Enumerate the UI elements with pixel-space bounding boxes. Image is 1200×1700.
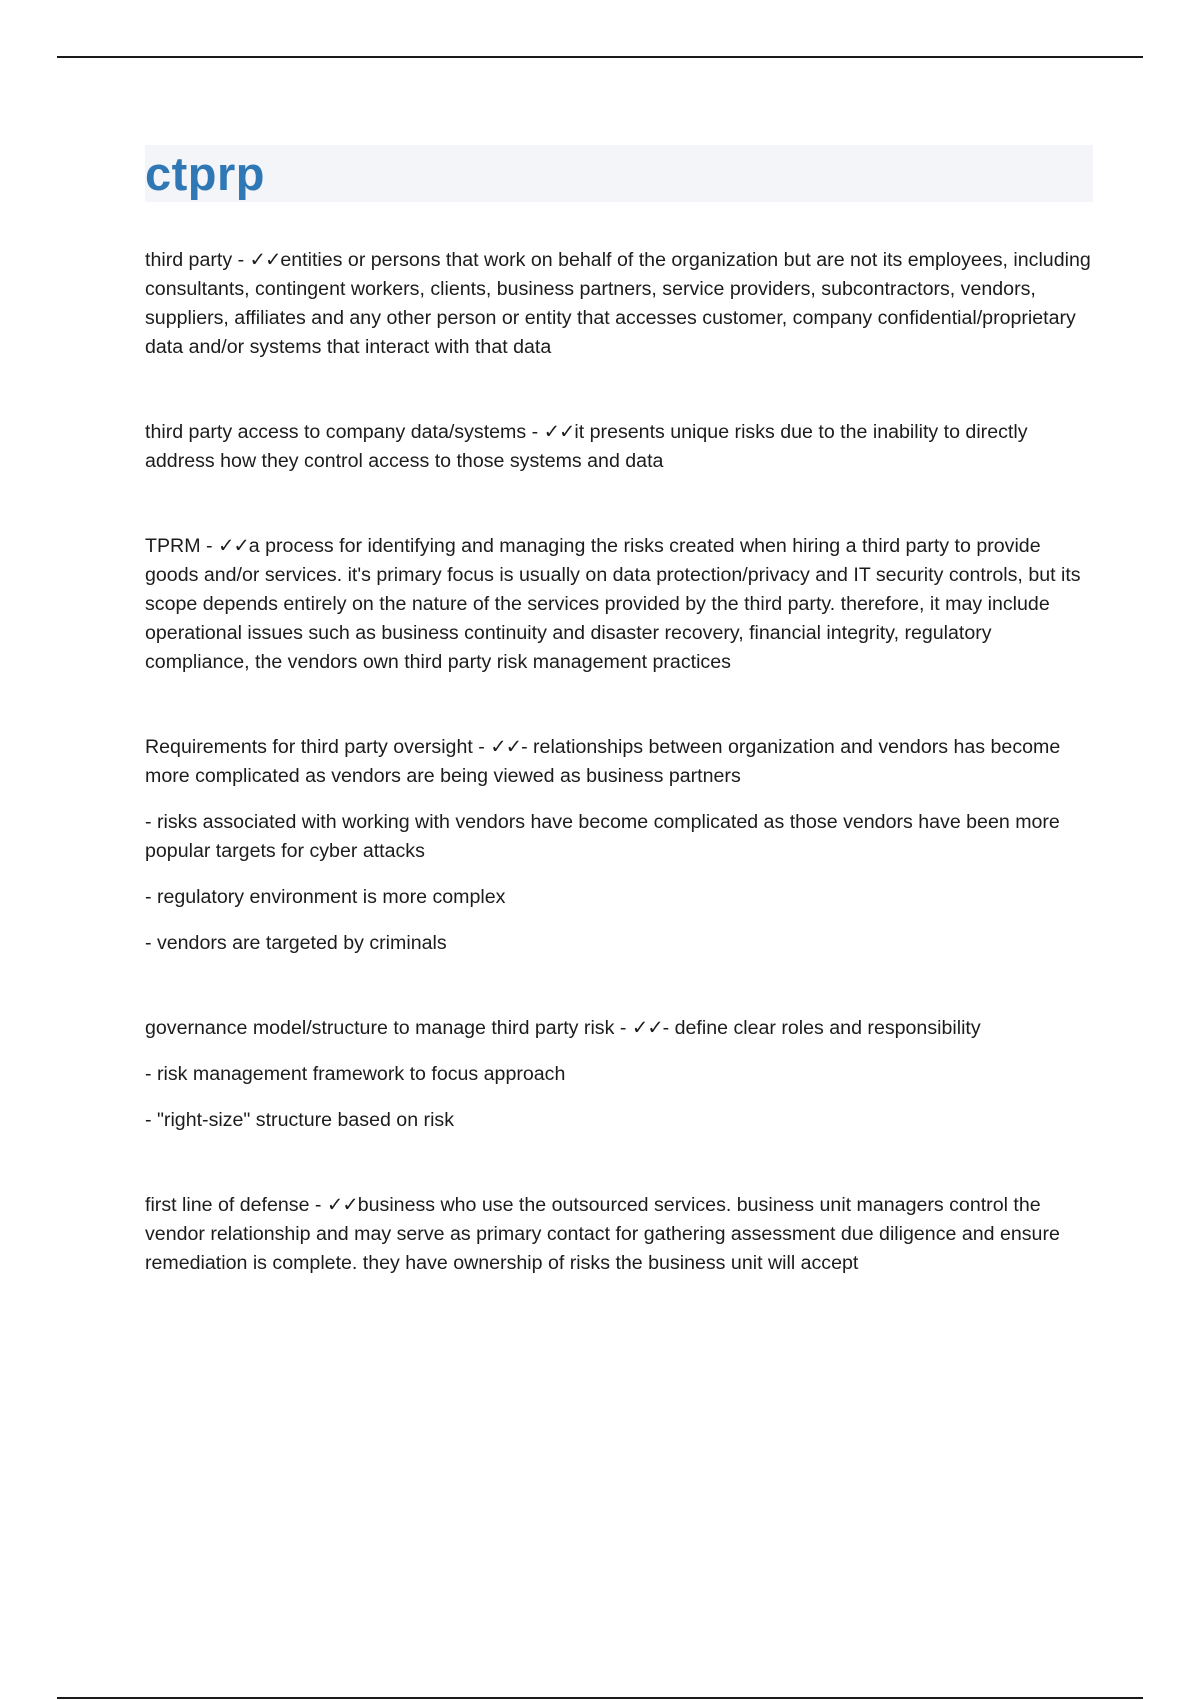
- entry-term: TPRM: [145, 535, 201, 557]
- entry-paragraph: third party - ✓✓entities or persons that work on behalf of the organization but are not its employees, including consultants, contingent workers, clients, business partners, service providers, subcontractors, vendors, suppliers, affiliates and any other person or entity that accesses customer, company confidential/proprietary data and/or systems that interact with that data: [145, 249, 1091, 358]
- entry-definition: a process for identifying and managing the risks created when hiring a third party to provide goods and/or services. it's primary focus is usually on data protection/privacy and IT security controls, but its scope depends entirely on the nature of the services provided by the third party. therefore, it may include operational issues such as business continuity and disaster recovery, financial integrity, regulatory compliance, the vendors own third party risk management practices: [145, 535, 1081, 673]
- entry-requirements-oversight: [145, 733, 1093, 958]
- check-mark-icon: ✓✓: [326, 1194, 358, 1216]
- check-mark-icon: ✓✓: [543, 421, 575, 443]
- entry-extra-line: - vendors are targeted by criminals: [145, 932, 447, 954]
- check-mark-icon: ✓✓: [490, 736, 522, 758]
- entry-definition: entities or persons that work on behalf of the organization but are not its employees, including consultants, contingent workers, clients, business partners, service providers, subcontractors, vendors, suppliers, affiliates and any other person or entity that accesses customer, company confidential/proprietary data and/or systems that interact with that data: [145, 249, 1091, 358]
- entry-term: governance model/structure to manage third party risk: [145, 1017, 615, 1039]
- check-mark-icon: ✓✓: [631, 1017, 663, 1039]
- entry-third-party-access: [145, 418, 1093, 476]
- bottom-rule: [57, 1697, 1143, 1699]
- page-title: ctprp: [145, 147, 265, 200]
- entry-paragraph: first line of defense - ✓✓business who use the outsourced services. business unit managers control the vendor relationship and may serve as primary contact for gathering assessment due diligence and ensure remediation is complete. they have ownership of risks the business unit will accept: [145, 1194, 1060, 1274]
- entry-extra-line: - regulatory environment is more complex: [145, 886, 506, 908]
- entry-tprm: [145, 532, 1093, 677]
- entry-definition: business who use the outsourced services. business unit managers control the vendor relationship and may serve as primary contact for gathering assessment due diligence and ensure remediation is complete. they have ownership of risks the business unit will accept: [145, 1194, 1060, 1274]
- entry-term: first line of defense: [145, 1194, 310, 1216]
- title-band: [145, 145, 1093, 202]
- entry-extra-line: - "right-size" structure based on risk: [145, 1109, 455, 1131]
- top-rule: [57, 56, 1143, 58]
- entry-definition: - define clear roles and responsibility: [662, 1017, 981, 1039]
- entry-extra-line: - risk management framework to focus approach: [145, 1063, 566, 1085]
- check-mark-icon: ✓✓: [217, 535, 249, 557]
- entry-paragraph: third party access to company data/systems - ✓✓it presents unique risks due to the inability to directly address how they control access to those systems and data: [145, 421, 1028, 472]
- entry-governance-model: [145, 1014, 1093, 1135]
- entry-extra-line: - risks associated with working with vendors have become complicated as those vendors have been more popular targets for cyber attacks: [145, 811, 1060, 862]
- entry-term: third party access to company data/systems: [145, 421, 527, 443]
- entry-paragraph: Requirements for third party oversight - ✓✓- relationships between organization and vendors has become more complicated as vendors are being viewed as business partners: [145, 736, 1061, 787]
- entry-first-line-of-defense: [145, 1191, 1093, 1278]
- entry-definition: it presents unique risks due to the inability to directly address how they control access to those systems and data: [145, 421, 1028, 472]
- document-body: [145, 246, 1093, 1278]
- entry-third-party: [145, 246, 1093, 362]
- entry-term: Requirements for third party oversight: [145, 736, 473, 758]
- entry-paragraph: TPRM - ✓✓a process for identifying and managing the risks created when hiring a third party to provide goods and/or services. it's primary focus is usually on data protection/privacy and IT security controls, but its scope depends entirely on the nature of the services provided by the third party. therefore, it may include operational issues such as business continuity and disaster recovery, financial integrity, regulatory compliance, the vendors own third party risk management practices: [145, 535, 1081, 673]
- entry-term: third party: [145, 249, 233, 271]
- entry-definition: - relationships between organization and vendors has become more complicated as vendors are being viewed as business partners: [145, 736, 1061, 787]
- check-mark-icon: ✓✓: [249, 249, 281, 271]
- entry-paragraph: governance model/structure to manage third party risk - ✓✓- define clear roles and responsibility: [145, 1017, 981, 1039]
